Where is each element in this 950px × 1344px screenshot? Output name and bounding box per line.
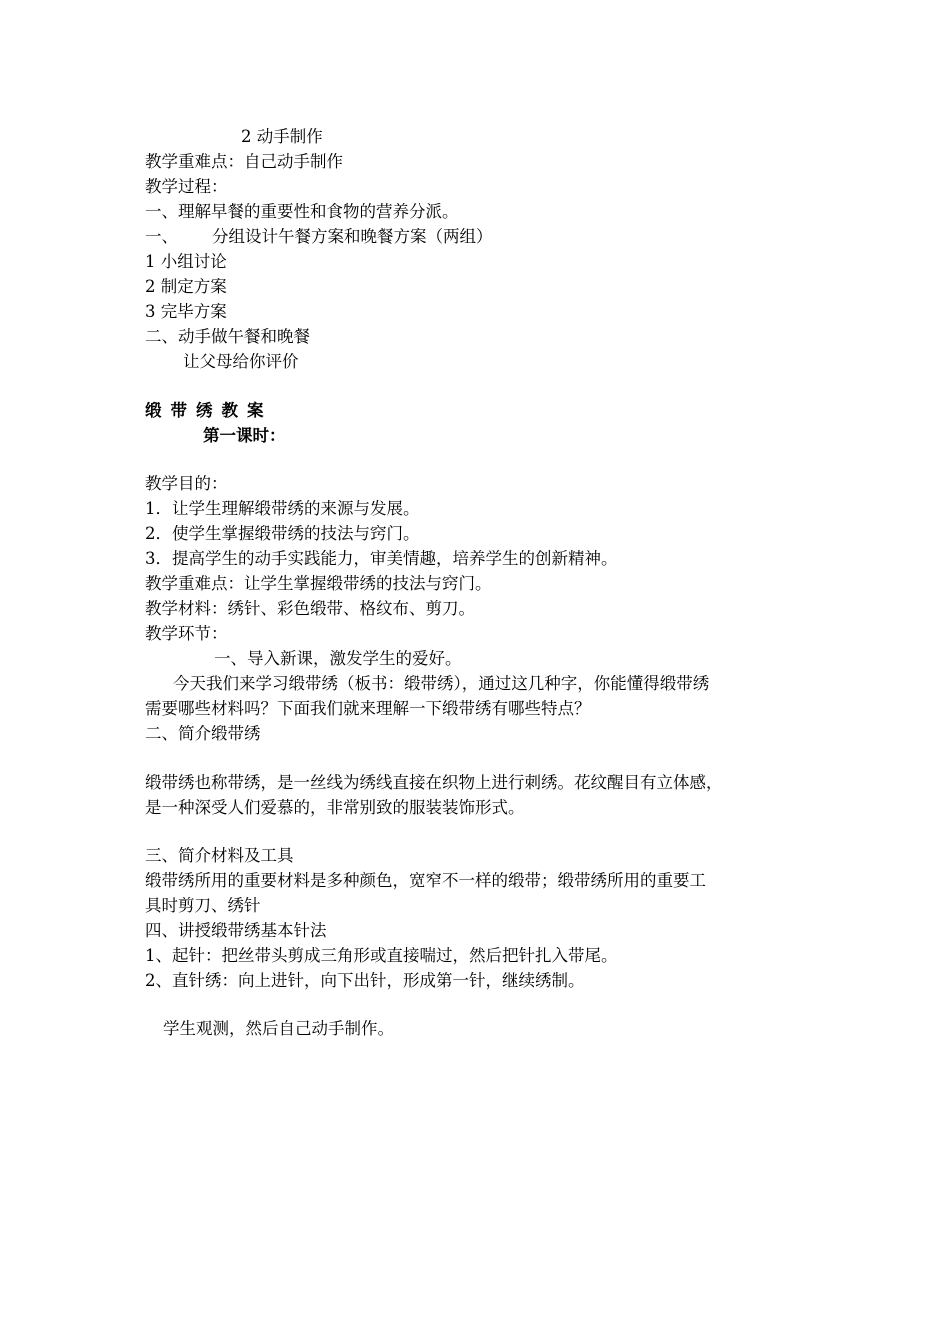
process-step-2-text: 分组设计午餐方案和晚餐方案（两组）	[212, 227, 493, 246]
closing-line: 学生观测，然后自己动手制作。	[163, 1019, 394, 1038]
steps-label: 教学环节：	[145, 624, 228, 643]
substep-2: 2 制定方案	[145, 277, 227, 296]
goal-1: 1．让学生理解缎带绣的来源与发展。	[145, 499, 420, 518]
step-2-paragraph-line-2: 是一种深受人们爱慕的，非常别致的服装装饰形式。	[145, 798, 525, 817]
step-2-heading: 二、简介缎带绣	[145, 724, 261, 743]
stitch-2: 2、直针绣：向上进针，向下出针，形成第一针，继续绣制。	[145, 971, 585, 990]
section-heading: 2 动手制作	[241, 127, 323, 146]
step-3-paragraph-line-1: 缎带绣所用的重要材料是多种颜色，宽窄不一样的缎带；缎带绣所用的重要工	[145, 871, 706, 890]
process-step-3: 二、动手做午餐和晚餐	[145, 327, 310, 346]
step-3-heading: 三、简介材料及工具	[145, 846, 294, 865]
key-points-line: 教学重难点：自己动手制作	[145, 152, 343, 171]
goal-2: 2．使学生掌握缎带绣的技法与窍门。	[145, 524, 420, 543]
step-1-paragraph-line-1: 今天我们来学习缎带绣（板书：缎带绣），通过这几种字，你能懂得缎带绣	[173, 674, 710, 693]
key-points-line-2: 教学重难点：让学生掌握缎带绣的技法与窍门。	[145, 574, 492, 593]
step-1-paragraph-line-2: 需要哪些材料吗？下面我们就来理解一下缎带绣有哪些特点？	[145, 699, 591, 718]
process-step-3-note: 让父母给你评价	[183, 352, 299, 371]
process-step-1: 一、理解早餐的重要性和食物的营养分派。	[145, 202, 459, 221]
step-4-heading: 四、讲授缎带绣基本针法	[145, 921, 327, 940]
process-step-2	[145, 224, 493, 249]
process-label: 教学过程：	[145, 177, 228, 196]
substep-3: 3 完毕方案	[145, 302, 227, 321]
goals-label: 教学目的：	[145, 474, 228, 493]
step-3-paragraph-line-2: 具时剪刀、绣针	[145, 896, 261, 915]
step-1-heading: 一、导入新课，激发学生的爱好。	[214, 649, 462, 668]
lesson-plan-title: 缎带绣教案	[145, 401, 273, 420]
goal-3: 3．提高学生的动手实践能力，审美情趣，培养学生的创新精神。	[145, 549, 618, 568]
stitch-1: 1、起针：把丝带头剪成三角形或直接喘过，然后把针扎入带尾。	[145, 946, 618, 965]
step-2-paragraph-line-1: 缎带绣也称带绣，是一丝线为绣线直接在织物上进行刺绣。花纹醒目有立体感，	[145, 773, 723, 792]
materials-line: 教学材料：绣针、彩色缎带、格纹布、剪刀。	[145, 599, 475, 618]
process-step-2-number: 一、	[145, 227, 178, 246]
lesson-period: 第一课时：	[203, 426, 286, 445]
substep-1: 1 小组讨论	[145, 252, 227, 271]
